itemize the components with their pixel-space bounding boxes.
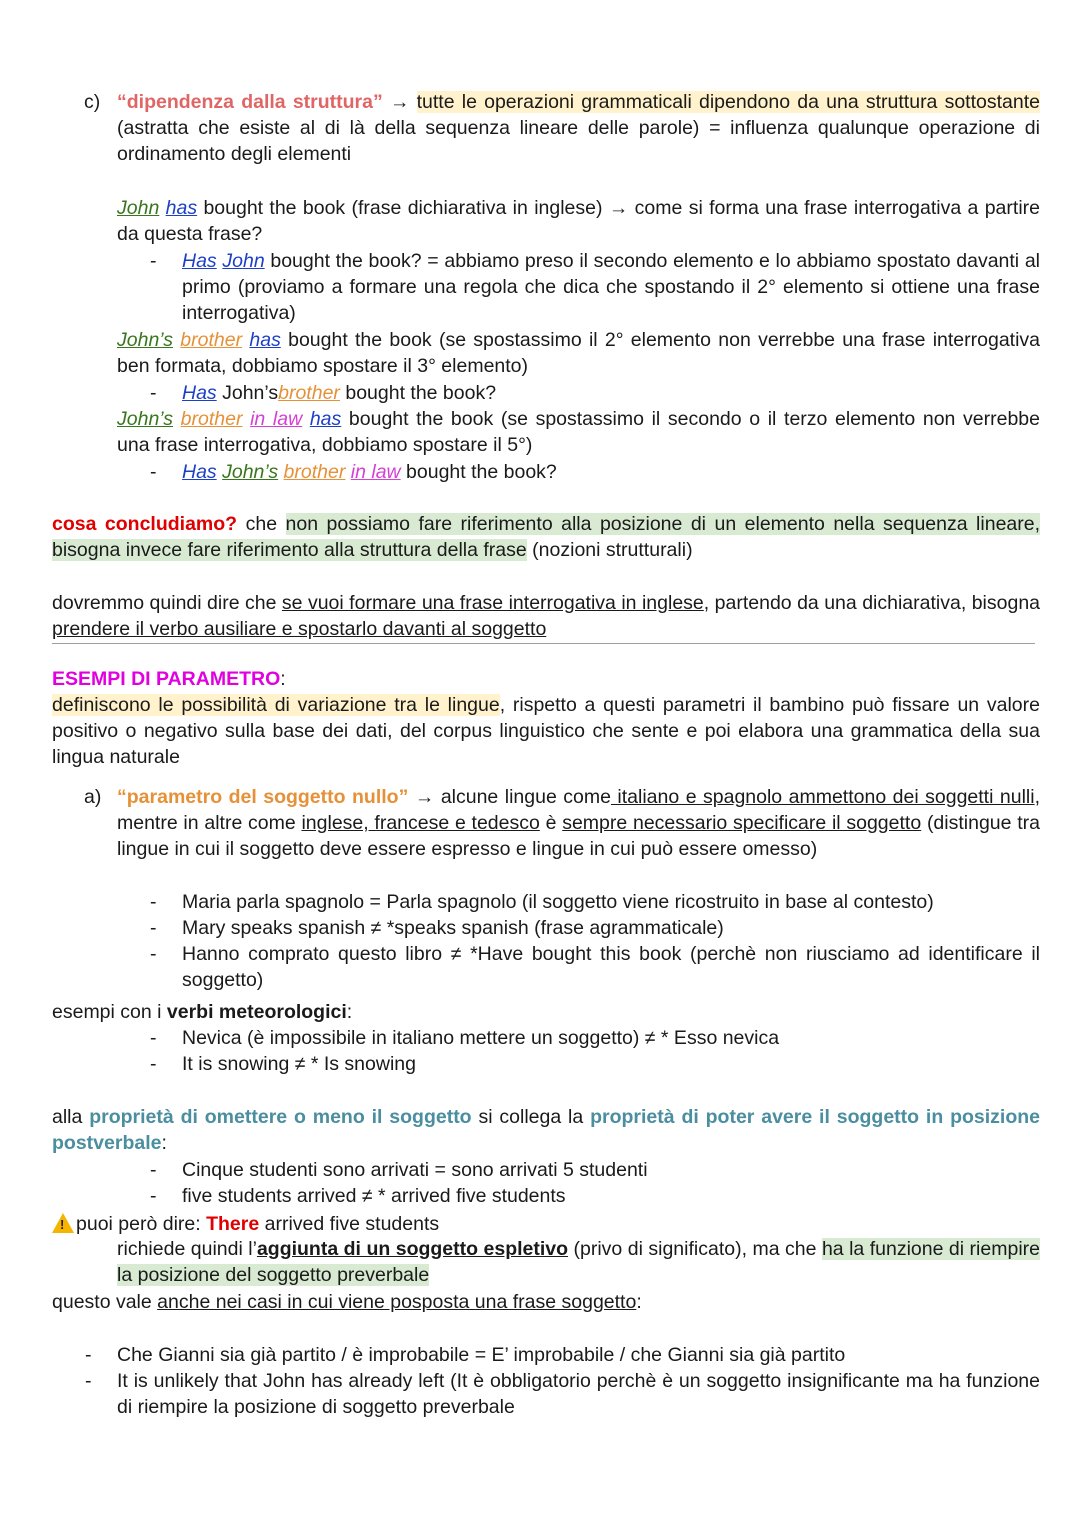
expletive-highlight: ha la funzione di riempire la posizione del soggetto preverbale bbox=[117, 1238, 1040, 1287]
list-item: It is snowing ≠ * Is snowing bbox=[182, 1053, 416, 1075]
example-3-question-text: bought the book? bbox=[406, 461, 557, 483]
word-has-moved: Has bbox=[182, 250, 217, 272]
a-text-2: , mentre in altre come bbox=[117, 786, 1041, 835]
vale-text: questo vale bbox=[52, 1291, 152, 1313]
colon: : bbox=[280, 668, 286, 690]
list-item: Hanno comprato questo libro ≠ *Have bought this book (perchè non riusciamo ad identificare il soggetto) bbox=[182, 943, 1040, 992]
warning-line bbox=[52, 1210, 1040, 1237]
example-2-question bbox=[182, 380, 1040, 406]
bullet-dash: - bbox=[85, 1370, 92, 1392]
example-1-question-text: bought the book? = abbiamo preso il secondo elemento e lo abbiamo spostato davanti al primo (proviamo a formare una regola che dica che spostando il 2° elemento si ottiene una frase interrogativa) bbox=[182, 250, 1040, 325]
word-has-moved: Has bbox=[182, 382, 217, 404]
bullet-dash: - bbox=[85, 1344, 92, 1366]
null-subject-parameter bbox=[117, 784, 1040, 863]
c-definition-rest: (astratta che esiste al di là della sequenza lineare delle parole) = influenza qualunque operazione di ordinamento degli elementi bbox=[117, 117, 1040, 166]
word-has-moved: Has bbox=[182, 461, 217, 483]
conclusion-paragraph bbox=[52, 511, 1040, 563]
arrow: → bbox=[389, 91, 410, 113]
bullet-dash: - bbox=[150, 382, 157, 404]
expletive-text-1: richiede quindi l’ bbox=[117, 1238, 257, 1260]
warning-text: puoi però dire: bbox=[76, 1213, 201, 1235]
example-2-text: bought the book (se spostassimo il 2° elemento non verrebbe una frase interrogativa ben formata, dobbiamo spostare il 3° elemento) bbox=[117, 329, 1041, 378]
rule-text-1: dovremmo quindi dire che bbox=[52, 592, 277, 614]
meteo-bold: verbi meteorologici bbox=[166, 1001, 347, 1023]
prop-text-1: alla bbox=[52, 1106, 83, 1128]
meteo-text: esempi con i bbox=[52, 1001, 162, 1023]
rule-underline-2: prendere il verbo ausiliare e spostarlo davanti al soggetto bbox=[52, 618, 547, 641]
word-in-law: in law bbox=[350, 461, 401, 483]
a-underline-1: italiano e spagnolo ammettono dei soggetti nulli bbox=[610, 786, 1035, 808]
param-definition-highlight: definiscono le possibilità di variazione tra le lingue bbox=[52, 694, 500, 716]
list-item: Maria parla spagnolo = Parla spagnolo (il soggetto viene ricostruito in base al contesto) bbox=[182, 891, 934, 913]
bullet-dash: - bbox=[150, 1159, 157, 1181]
bullet-dash: - bbox=[150, 1185, 157, 1207]
example-1-text: bought the book (frase dichiarativa in inglese) → come si forma una frase interrogativa a partire da questa frase? bbox=[117, 197, 1040, 246]
param-definition-rest: , rispetto a questi parametri il bambino può fissare un valore positivo o negativo sulla base dei dati, del corpus linguistico che sente e poi elabora una grammatica della sua lingua naturale bbox=[52, 694, 1040, 769]
warning-text-2: arrived five students bbox=[264, 1213, 440, 1235]
expletive-bold: aggiunta di un soggetto espletivo bbox=[256, 1238, 569, 1260]
section-title: ESEMPI DI PARAMETRO bbox=[52, 668, 281, 690]
example-1 bbox=[117, 195, 1040, 247]
word-has: has bbox=[165, 197, 198, 219]
word-brother: brother bbox=[180, 329, 243, 351]
word-has: has bbox=[249, 329, 281, 351]
conclusion-note: (nozioni strutturali) bbox=[532, 539, 693, 562]
a-underline-3: sempre necessario specificare il soggetto bbox=[562, 812, 922, 835]
word-brother: brother bbox=[283, 461, 346, 483]
rule-text-2: , partendo da una dichiarativa, bisogna bbox=[703, 592, 1041, 614]
example-3-text: bought the book (se spostassimo il secondo o il terzo elemento non verrebbe una frase interrogativa, dobbiamo spostare il 5°) bbox=[117, 408, 1040, 457]
list-item: Che Gianni sia già partito / è improbabile = E’ improbabile / che Gianni sia già partito bbox=[117, 1344, 846, 1366]
word-johns: John’s bbox=[222, 461, 279, 483]
word-brother: brother bbox=[278, 382, 340, 404]
example-3 bbox=[117, 406, 1040, 458]
list-item: It is unlikely that John has already left (It è obbligatorio perchè è un soggetto insignificante ma ha funzione di riempire la posizione di soggetto preverbale bbox=[117, 1370, 1040, 1419]
list-marker-a: a) bbox=[84, 786, 102, 808]
rule-paragraph bbox=[52, 590, 1040, 642]
a-text-4: (distingue tra lingue in cui il soggetto deve essere espresso e lingue in cui può essere omesso) bbox=[117, 812, 1040, 861]
example-2 bbox=[117, 327, 1040, 379]
list-item: five students arrived ≠ * arrived five students bbox=[182, 1185, 566, 1207]
postverbal-paragraph bbox=[52, 1104, 1040, 1156]
c-definition-highlight: tutte le operazioni grammaticali dipendono da una struttura sottostante bbox=[416, 91, 1040, 113]
prop-term-2: proprietà di poter avere il soggetto in posizione postverbale bbox=[52, 1106, 1041, 1155]
list-item: Mary speaks spanish ≠ *speaks spanish (frase agrammaticale) bbox=[182, 917, 724, 939]
colon: : bbox=[161, 1132, 167, 1155]
conclusion-question: cosa concludiamo? bbox=[52, 513, 238, 535]
prop-text-2: si collega la bbox=[478, 1106, 584, 1128]
conclusion-che: che bbox=[245, 513, 278, 535]
bullet-dash: - bbox=[150, 250, 157, 272]
colon: : bbox=[636, 1291, 642, 1313]
prop-term-1: proprietà di omettere o meno il soggetto bbox=[89, 1106, 472, 1128]
word-has: has bbox=[309, 408, 342, 430]
vale-underline: anche nei casi in cui viene posposta una frase soggetto bbox=[157, 1291, 637, 1313]
a-text-3: è bbox=[545, 812, 557, 835]
a-underline-2: inglese, francese e tedesco bbox=[301, 812, 540, 835]
word-johns: John’s bbox=[117, 408, 174, 430]
conclusion-highlight: non possiamo fare riferimento alla posizione di un elemento nella sequenza lineare, bisogna invece fare riferimento alla struttura della frase bbox=[52, 513, 1041, 562]
bullet-dash: - bbox=[150, 917, 157, 939]
bullet-dash: - bbox=[150, 461, 157, 483]
colon: : bbox=[346, 1001, 353, 1023]
bullet-dash: - bbox=[150, 1053, 157, 1075]
bullet-dash: - bbox=[150, 943, 157, 965]
warning-icon bbox=[52, 1213, 74, 1233]
a-text-1: → alcune lingue come bbox=[414, 786, 611, 808]
word-johns-plain: John’s bbox=[222, 382, 279, 404]
c-definition bbox=[117, 89, 1040, 168]
example-1-question bbox=[182, 248, 1040, 327]
example-3-question bbox=[182, 459, 1040, 485]
word-johns: John’s bbox=[117, 329, 174, 351]
example-2-question-text: bought the book? bbox=[345, 382, 497, 404]
list-marker-c: c) bbox=[84, 91, 101, 113]
word-there: There bbox=[206, 1213, 260, 1235]
clause-subject-intro bbox=[52, 1289, 1040, 1315]
list-item: Nevica (è impossibile in italiano mettere un soggetto) ≠ * Esso nevica bbox=[182, 1027, 780, 1049]
rule-underline-1: se vuoi formare una frase interrogativa in inglese bbox=[281, 592, 704, 614]
meteo-intro bbox=[52, 999, 1040, 1025]
section-divider bbox=[52, 643, 1035, 644]
bullet-dash: - bbox=[150, 1027, 157, 1049]
expletive-paragraph bbox=[117, 1236, 1040, 1288]
section-heading bbox=[52, 666, 1040, 692]
a-title: “parametro del soggetto nullo” bbox=[117, 786, 409, 808]
list-item: Cinque studenti sono arrivati = sono arrivati 5 studenti bbox=[182, 1159, 648, 1181]
word-john: John bbox=[117, 197, 160, 219]
bullet-dash: - bbox=[150, 891, 157, 913]
word-john-blue: John bbox=[222, 250, 265, 272]
c-title: “dipendenza dalla struttura” bbox=[117, 91, 383, 113]
word-brother: brother bbox=[180, 408, 243, 430]
word-in-law: in law bbox=[250, 408, 303, 430]
param-definition bbox=[52, 692, 1040, 771]
expletive-text-2: (privo di significato), ma che bbox=[573, 1238, 817, 1260]
